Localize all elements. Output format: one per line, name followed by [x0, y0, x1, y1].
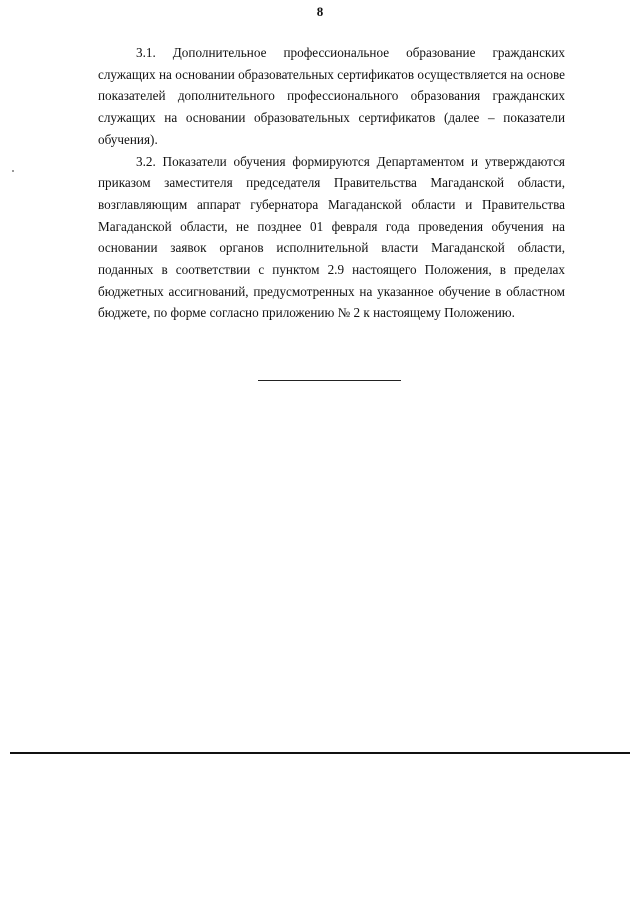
scan-dot-artifact [12, 170, 14, 172]
paragraph-3-1: 3.1. Дополнительное профессиональное образование гражданских служащих на основании образовательных сертификатов осуществляется на основе показателей дополнительного профессионального образования гражданских служащих на основании образовательных сертификатов (далее – показатели обучения). [98, 45, 565, 147]
end-of-text-rule [258, 380, 401, 381]
page-number: 8 [316, 4, 324, 19]
document-body [98, 42, 565, 324]
scan-edge-line [10, 752, 630, 754]
paragraph-3-2: 3.2. Показатели обучения формируются Департаментом и утверждаются приказом заместителя председателя Правительства Магаданской области, возглавляющим аппарат губернатора Магаданской области и Правительства Магаданской области, не позднее 01 февраля года проведения обучения на основании заявок органов исполнительной власти Магаданской области, поданных в соответствии с пунктом 2.9 настоящего Положения, в пределах бюджетных ассигнований, предусмотренных на указанное обучение в областном бюджете, по форме согласно приложению № 2 к настоящему Положению. [98, 153, 565, 321]
